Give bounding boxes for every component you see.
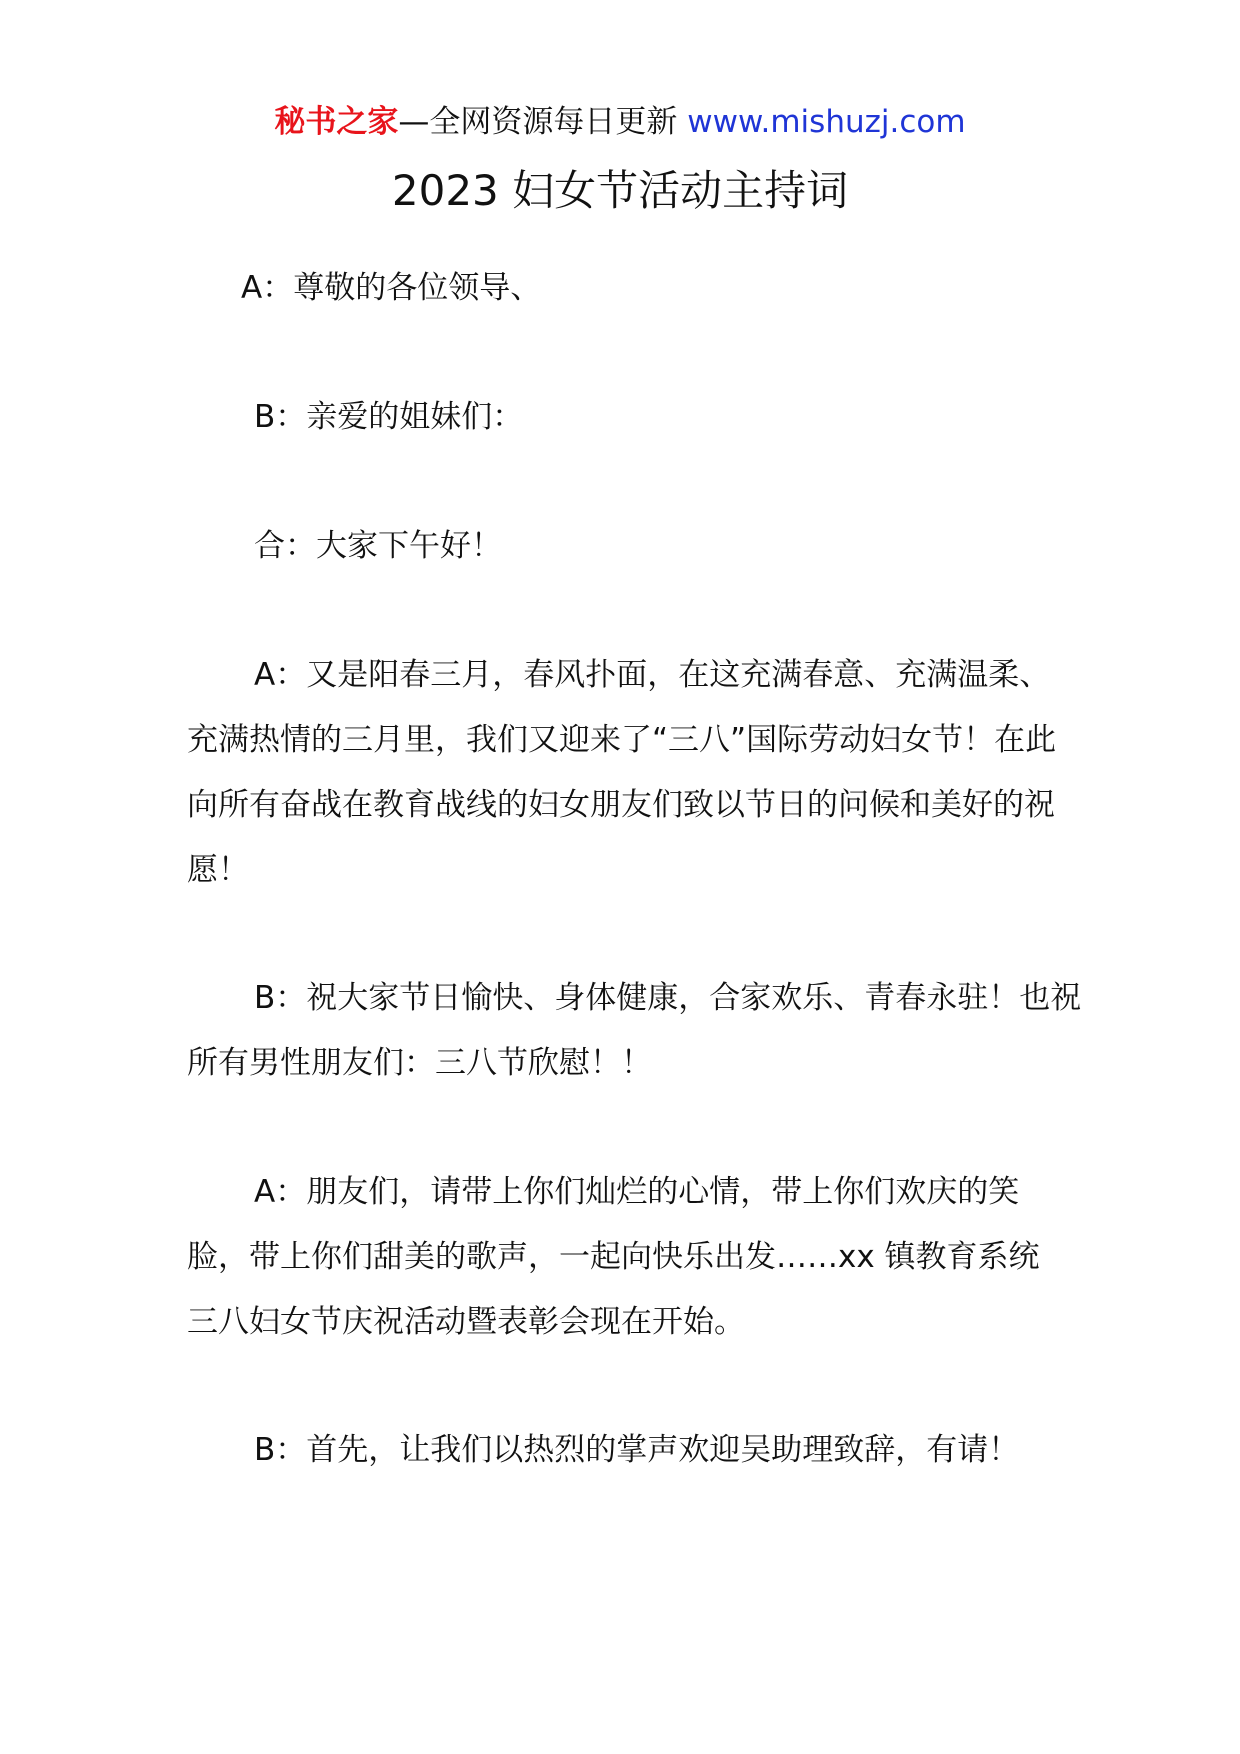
- document-title: 2023 妇女节活动主持词: [391, 166, 849, 215]
- header-tagline: —全网资源每日更新: [398, 104, 688, 140]
- brand-name: 秘书之家: [274, 104, 399, 140]
- paragraph-3: 合：大家下午好！: [254, 528, 502, 564]
- paragraph-7: B：首先，让我们以热烈的掌声欢迎吴助理致辞，有请！: [254, 1432, 1020, 1468]
- paragraph-5: B：祝大家节日愉快、身体健康，合家欢乐、青春永驻！也祝所有男性朋友们：三八节欣慰！！: [187, 980, 1082, 1081]
- site-url-link[interactable]: www.mishuzj.com: [687, 104, 966, 140]
- site-header: [0, 100, 1240, 144]
- paragraph-2: B：亲爱的姐妹们：: [254, 399, 524, 435]
- paragraph-1: A：尊敬的各位领导、: [241, 270, 542, 306]
- paragraph-6: A：朋友们，请带上你们灿烂的心情，带上你们欢庆的笑脸，带上你们甜美的歌声，一起向快乐出发……xx 镇教育系统三八妇女节庆祝活动暨表彰会现在开始。: [187, 1174, 1040, 1340]
- paragraph-4: A：又是阳春三月，春风扑面，在这充满春意、充满温柔、充满热情的三月里，我们又迎来了“三八”国际劳动妇女节！在此向所有奋战在教育战线的妇女朋友们致以节日的问候和美好的祝愿！: [187, 657, 1057, 888]
